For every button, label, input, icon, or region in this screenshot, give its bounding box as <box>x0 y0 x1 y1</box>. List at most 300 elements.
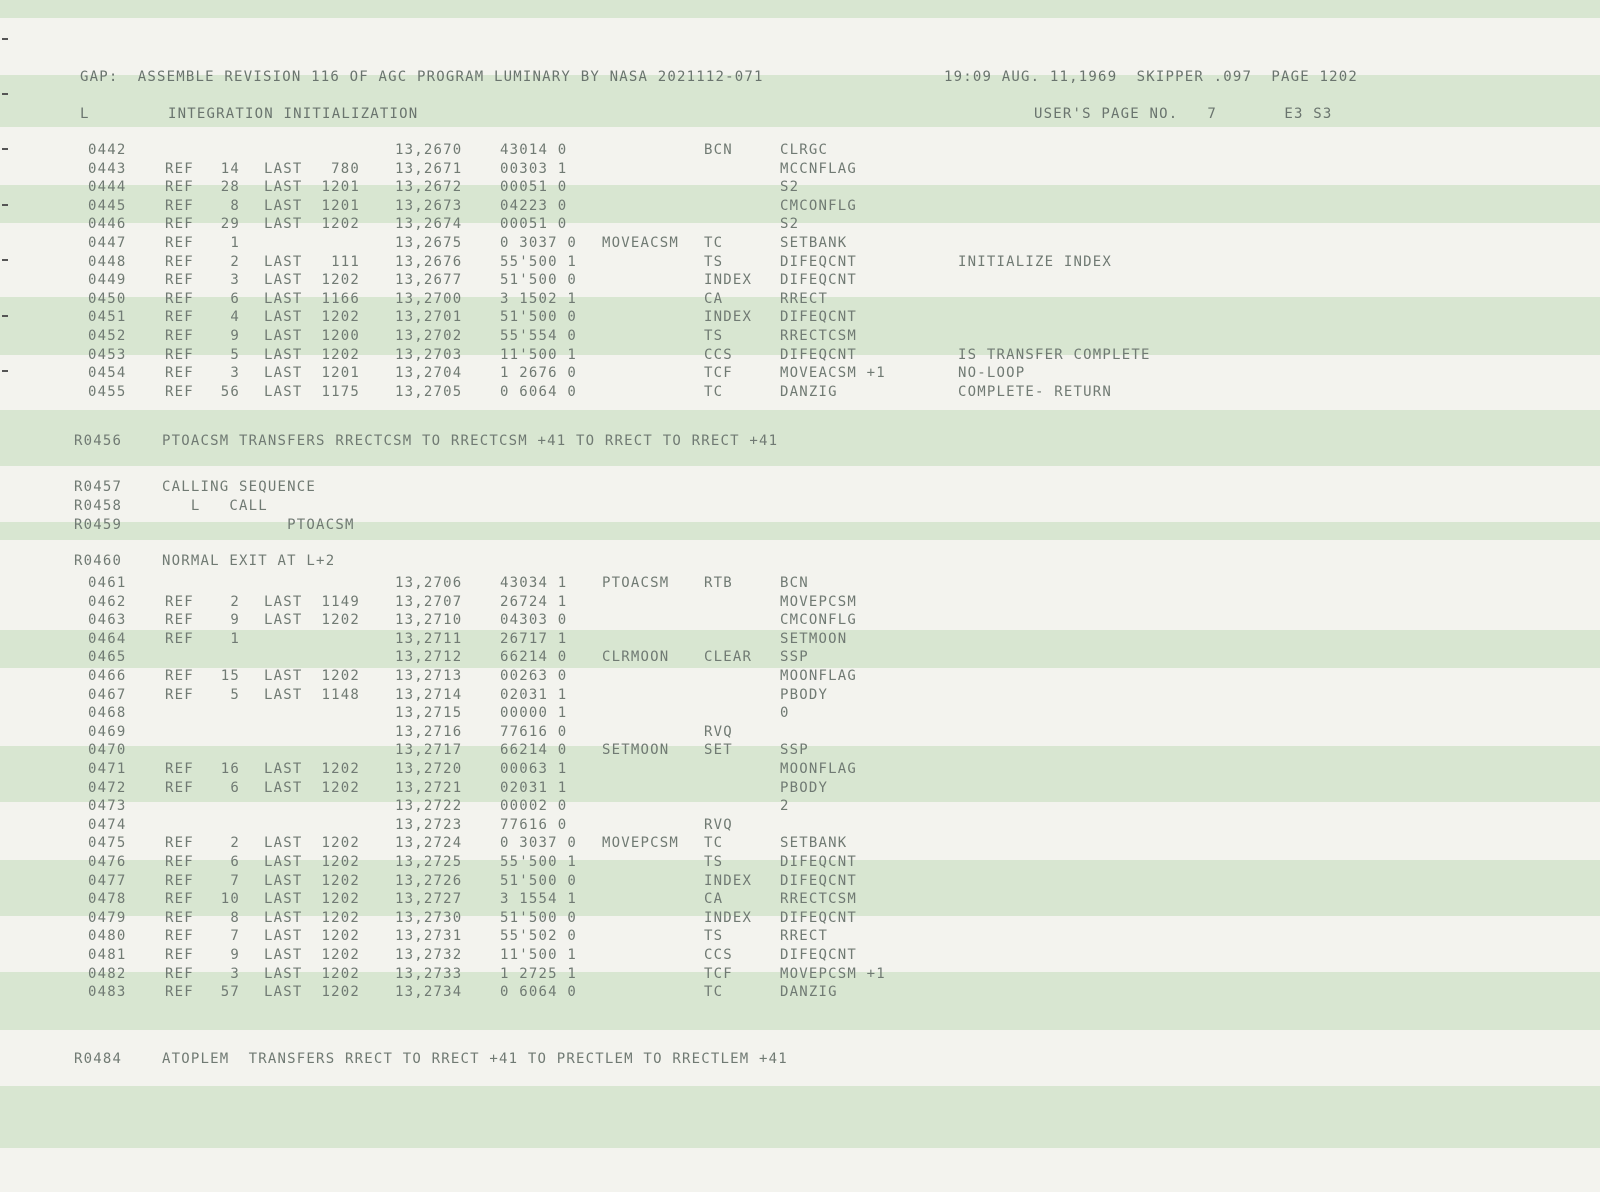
ref-keyword: REF <box>165 328 194 344</box>
address: 13,2713 <box>395 668 463 684</box>
ref-keyword: REF <box>165 365 194 382</box>
ref-count: 6 <box>230 779 240 796</box>
remark-line-number: R0458 <box>74 498 123 514</box>
octal-word: 51'500 0 <box>500 272 578 289</box>
ref-count: 2 <box>230 593 240 610</box>
opcode: CLEAR <box>704 649 753 666</box>
remark-text: PTOACSM TRANSFERS RRECTCSM TO RRECTCSM +41 TO RRECT TO RRECT +41 <box>162 433 779 449</box>
header-section-title: INTEGRATION INITIALIZATION <box>168 106 419 122</box>
remark-text: L CALL <box>162 498 268 514</box>
line-number: 0465 <box>88 649 127 666</box>
octal-word: 02031 1 <box>500 686 568 703</box>
octal-word: 55'500 1 <box>500 253 578 270</box>
opcode: TC <box>704 984 724 1001</box>
last-page: 1202 <box>321 947 360 963</box>
octal-word: 55'500 1 <box>500 854 578 870</box>
octal-word: 26717 1 <box>500 630 568 647</box>
feed-mark <box>2 204 8 206</box>
ref-keyword: REF <box>165 891 194 908</box>
ref-keyword: REF <box>165 947 194 963</box>
address: 13,2717 <box>395 742 463 759</box>
last-page: 1202 <box>321 854 360 870</box>
last-keyword: LAST <box>264 891 303 908</box>
address: 13,2727 <box>395 891 463 908</box>
ref-count: 1 <box>230 235 240 251</box>
remark-line-number: R0459 <box>74 517 123 533</box>
last-keyword: LAST <box>264 984 303 1001</box>
last-page: 1202 <box>321 216 360 233</box>
octal-word: 3 1554 1 <box>500 891 578 908</box>
octal-word: 00000 1 <box>500 705 568 722</box>
operand: MOVEPCSM +1 <box>780 965 886 982</box>
octal-word: 55'502 0 <box>500 928 578 945</box>
remark-line-number: R0457 <box>74 479 123 495</box>
address: 13,2714 <box>395 686 463 703</box>
last-page: 1202 <box>321 309 360 326</box>
operand: DIFEQCNT <box>780 854 858 870</box>
ref-keyword: REF <box>165 290 194 307</box>
address: 13,2733 <box>395 965 463 982</box>
last-keyword: LAST <box>264 909 303 926</box>
green-bar <box>0 0 1600 18</box>
last-page: 1201 <box>321 179 360 196</box>
operand: DIFEQCNT <box>780 872 858 889</box>
operand: DIFEQCNT <box>780 272 858 289</box>
last-page: 780 <box>331 160 360 177</box>
octal-word: 04223 0 <box>500 197 568 214</box>
line-number: 0443 <box>88 160 127 177</box>
header-timestamp: 19:09 AUG. 11,1969 SKIPPER .097 PAGE 1202 <box>944 69 1359 85</box>
ref-keyword: REF <box>165 383 194 400</box>
address: 13,2700 <box>395 290 463 307</box>
last-page: 1201 <box>321 197 360 214</box>
opcode: TCF <box>704 365 733 382</box>
last-keyword: LAST <box>264 272 303 289</box>
last-keyword: LAST <box>264 872 303 889</box>
opcode: TS <box>704 854 724 870</box>
line-number: 0452 <box>88 328 127 344</box>
operand: DIFEQCNT <box>780 346 858 363</box>
octal-word: 1 2725 1 <box>500 965 578 982</box>
ref-keyword: REF <box>165 272 194 289</box>
opcode: TC <box>704 235 724 251</box>
line-number: 0444 <box>88 179 127 196</box>
line-number: 0473 <box>88 798 127 815</box>
last-keyword: LAST <box>264 160 303 177</box>
operand: DIFEQCNT <box>780 947 858 963</box>
remark-line-number: R0460 <box>74 553 123 569</box>
ref-keyword: REF <box>165 965 194 982</box>
operand: PBODY <box>780 686 829 703</box>
ref-count: 1 <box>230 630 240 647</box>
operand: DIFEQCNT <box>780 909 858 926</box>
last-page: 1202 <box>321 965 360 982</box>
octal-word: 77616 0 <box>500 723 568 740</box>
operand: MOONFLAG <box>780 761 858 777</box>
ref-keyword: REF <box>165 593 194 610</box>
line-number: 0481 <box>88 947 127 963</box>
line-number: 0447 <box>88 235 127 251</box>
remark-text: NORMAL EXIT AT L+2 <box>162 553 336 569</box>
line-number: 0451 <box>88 309 127 326</box>
last-page: 1202 <box>321 909 360 926</box>
operand: RRECT <box>780 928 829 945</box>
ref-keyword: REF <box>165 761 194 777</box>
operand: SETMOON <box>780 630 848 647</box>
ref-keyword: REF <box>165 309 194 326</box>
last-page: 1202 <box>321 761 360 777</box>
octal-word: 77616 0 <box>500 816 568 833</box>
line-number: 0454 <box>88 365 127 382</box>
ref-keyword: REF <box>165 779 194 796</box>
ref-count: 5 <box>230 346 240 363</box>
opcode: INDEX <box>704 872 753 889</box>
octal-word: 0 6064 0 <box>500 383 578 400</box>
operand: 0 <box>780 705 790 722</box>
opcode: TS <box>704 328 724 344</box>
octal-word: 43014 0 <box>500 142 568 158</box>
operand: 2 <box>780 798 790 815</box>
ref-count: 3 <box>230 365 240 382</box>
last-keyword: LAST <box>264 593 303 610</box>
ref-count: 9 <box>230 947 240 963</box>
last-keyword: LAST <box>264 612 303 629</box>
ref-count: 5 <box>230 686 240 703</box>
ref-keyword: REF <box>165 179 194 196</box>
address: 13,2701 <box>395 309 463 326</box>
line-number: 0477 <box>88 872 127 889</box>
ref-keyword: REF <box>165 630 194 647</box>
last-keyword: LAST <box>264 216 303 233</box>
address: 13,2706 <box>395 575 463 591</box>
line-number: 0476 <box>88 854 127 870</box>
octal-word: 00002 0 <box>500 798 568 815</box>
ref-count: 16 <box>220 761 240 777</box>
feed-mark <box>2 259 8 261</box>
address: 13,2734 <box>395 984 463 1001</box>
octal-word: 43034 1 <box>500 575 568 591</box>
header-line-2 <box>80 105 1333 124</box>
octal-word: 00063 1 <box>500 761 568 777</box>
address: 13,2670 <box>395 142 463 158</box>
last-keyword: LAST <box>264 346 303 363</box>
last-page: 1202 <box>321 928 360 945</box>
comment: INITIALIZE INDEX <box>958 253 1113 270</box>
ref-count: 10 <box>220 891 240 908</box>
opcode: CCS <box>704 346 733 363</box>
line-number: 0479 <box>88 909 127 926</box>
address: 13,2702 <box>395 328 463 344</box>
operand: RRECTCSM <box>780 891 858 908</box>
operand: RRECTCSM <box>780 328 858 344</box>
ref-count: 29 <box>220 216 240 233</box>
octal-word: 00303 1 <box>500 160 568 177</box>
line-number: 0472 <box>88 779 127 796</box>
operand: S2 <box>780 216 800 233</box>
last-page: 1202 <box>321 272 360 289</box>
ref-keyword: REF <box>165 197 194 214</box>
ref-count: 7 <box>230 872 240 889</box>
ref-keyword: REF <box>165 346 194 363</box>
ref-count: 2 <box>230 835 240 852</box>
feed-mark <box>2 315 8 317</box>
octal-word: 11'500 1 <box>500 346 578 363</box>
last-keyword: LAST <box>264 947 303 963</box>
line-number: 0474 <box>88 816 127 833</box>
address: 13,2675 <box>395 235 463 251</box>
ref-keyword: REF <box>165 253 194 270</box>
octal-word: 0 6064 0 <box>500 984 578 1001</box>
opcode: CA <box>704 290 724 307</box>
operand: CMCONFLG <box>780 197 858 214</box>
address: 13,2715 <box>395 705 463 722</box>
last-keyword: LAST <box>264 290 303 307</box>
green-bar <box>0 1086 1600 1148</box>
ref-keyword: REF <box>165 216 194 233</box>
address: 13,2720 <box>395 761 463 777</box>
address: 13,2712 <box>395 649 463 666</box>
line-number: 0471 <box>88 761 127 777</box>
feed-mark <box>2 38 8 40</box>
operand: DIFEQCNT <box>780 253 858 270</box>
comment: IS TRANSFER COMPLETE <box>958 346 1151 363</box>
operand: CMCONFLG <box>780 612 858 629</box>
last-page: 1200 <box>321 328 360 344</box>
operand: SSP <box>780 649 809 666</box>
symbol-label: MOVEACSM <box>602 235 680 251</box>
opcode: TC <box>704 835 724 852</box>
address: 13,2723 <box>395 816 463 833</box>
line-number: 0467 <box>88 686 127 703</box>
line-number: 0469 <box>88 723 127 740</box>
line-number: 0464 <box>88 630 127 647</box>
octal-word: 55'554 0 <box>500 328 578 344</box>
last-keyword: LAST <box>264 365 303 382</box>
address: 13,2703 <box>395 346 463 363</box>
address: 13,2721 <box>395 779 463 796</box>
ref-count: 4 <box>230 309 240 326</box>
ref-keyword: REF <box>165 668 194 684</box>
header-log-section: L <box>80 106 90 122</box>
ref-count: 14 <box>220 160 240 177</box>
opcode: TC <box>704 383 724 400</box>
ref-keyword: REF <box>165 686 194 703</box>
line-number: 0449 <box>88 272 127 289</box>
address: 13,2677 <box>395 272 463 289</box>
address: 13,2716 <box>395 723 463 740</box>
feed-mark <box>2 148 8 150</box>
last-page: 1148 <box>321 686 360 703</box>
line-number: 0468 <box>88 705 127 722</box>
line-number: 0483 <box>88 984 127 1001</box>
feed-mark <box>2 370 8 372</box>
ref-count: 3 <box>230 272 240 289</box>
address: 13,2725 <box>395 854 463 870</box>
line-number: 0442 <box>88 142 127 158</box>
line-number: 0462 <box>88 593 127 610</box>
last-keyword: LAST <box>264 179 303 196</box>
symbol-label: PTOACSM <box>602 575 670 591</box>
line-number: 0466 <box>88 668 127 684</box>
line-number: 0455 <box>88 383 127 400</box>
line-number: 0445 <box>88 197 127 214</box>
octal-word: 04303 0 <box>500 612 568 629</box>
octal-word: 66214 0 <box>500 742 568 759</box>
address: 13,2674 <box>395 216 463 233</box>
line-number: 0448 <box>88 253 127 270</box>
octal-word: 0 3037 0 <box>500 835 578 852</box>
ref-count: 7 <box>230 928 240 945</box>
line-number: 0470 <box>88 742 127 759</box>
octal-word: 0 3037 0 <box>500 235 578 251</box>
line-number: 0475 <box>88 835 127 852</box>
ref-count: 56 <box>220 383 240 400</box>
ref-count: 2 <box>230 253 240 270</box>
comment: NO-LOOP <box>958 365 1026 382</box>
operand: BCN <box>780 575 809 591</box>
operand: SSP <box>780 742 809 759</box>
last-page: 1202 <box>321 346 360 363</box>
last-keyword: LAST <box>264 328 303 344</box>
octal-word: 1 2676 0 <box>500 365 578 382</box>
last-page: 1202 <box>321 984 360 1001</box>
last-keyword: LAST <box>264 835 303 852</box>
operand: RRECT <box>780 290 829 307</box>
address: 13,2710 <box>395 612 463 629</box>
operand: CLRGC <box>780 142 829 158</box>
address: 13,2722 <box>395 798 463 815</box>
address: 13,2731 <box>395 928 463 945</box>
address: 13,2676 <box>395 253 463 270</box>
last-keyword: LAST <box>264 668 303 684</box>
opcode: CCS <box>704 947 733 963</box>
comment: COMPLETE- RETURN <box>958 383 1113 400</box>
ref-count: 15 <box>220 668 240 684</box>
last-page: 1202 <box>321 891 360 908</box>
octal-word: 26724 1 <box>500 593 568 610</box>
line-number: 0446 <box>88 216 127 233</box>
opcode: TS <box>704 928 724 945</box>
ref-keyword: REF <box>165 160 194 177</box>
opcode: CA <box>704 891 724 908</box>
line-number: 0461 <box>88 575 127 591</box>
address: 13,2724 <box>395 835 463 852</box>
last-keyword: LAST <box>264 309 303 326</box>
line-number: 0482 <box>88 965 127 982</box>
line-number: 0450 <box>88 290 127 307</box>
opcode: TS <box>704 253 724 270</box>
opcode: RTB <box>704 575 733 591</box>
opcode: INDEX <box>704 909 753 926</box>
ref-keyword: REF <box>165 235 194 251</box>
octal-word: 00263 0 <box>500 668 568 684</box>
octal-word: 51'500 0 <box>500 909 578 926</box>
octal-word: 51'500 0 <box>500 872 578 889</box>
last-page: 1202 <box>321 835 360 852</box>
ref-keyword: REF <box>165 928 194 945</box>
address: 13,2705 <box>395 383 463 400</box>
opcode: TCF <box>704 965 733 982</box>
octal-word: 3 1502 1 <box>500 290 578 307</box>
operand: PBODY <box>780 779 829 796</box>
opcode: SET <box>704 742 733 759</box>
last-keyword: LAST <box>264 383 303 400</box>
last-page: 1202 <box>321 612 360 629</box>
address: 13,2730 <box>395 909 463 926</box>
last-page: 1149 <box>321 593 360 610</box>
last-page: 1175 <box>321 383 360 400</box>
octal-word: 51'500 0 <box>500 309 578 326</box>
line-number: 0453 <box>88 346 127 363</box>
last-keyword: LAST <box>264 253 303 270</box>
octal-word: 00051 0 <box>500 179 568 196</box>
last-keyword: LAST <box>264 779 303 796</box>
ref-count: 9 <box>230 328 240 344</box>
operand: DIFEQCNT <box>780 309 858 326</box>
octal-word: 66214 0 <box>500 649 568 666</box>
last-page: 1201 <box>321 365 360 382</box>
opcode: INDEX <box>704 272 753 289</box>
symbol-label: CLRMOON <box>602 649 670 666</box>
last-keyword: LAST <box>264 761 303 777</box>
operand: MOVEACSM +1 <box>780 365 886 382</box>
last-page: 1202 <box>321 668 360 684</box>
operand: MCCNFLAG <box>780 160 858 177</box>
header-user-page: USER'S PAGE NO. 7 E3 S3 <box>1034 106 1333 122</box>
octal-word: 11'500 1 <box>500 947 578 963</box>
octal-word: 00051 0 <box>500 216 568 233</box>
feed-mark <box>2 93 8 95</box>
ref-count: 28 <box>220 179 240 196</box>
operand: S2 <box>780 179 800 196</box>
operand: SETBANK <box>780 835 848 852</box>
ref-keyword: REF <box>165 854 194 870</box>
opcode: INDEX <box>704 309 753 326</box>
last-keyword: LAST <box>264 965 303 982</box>
ref-count: 8 <box>230 909 240 926</box>
ref-count: 6 <box>230 290 240 307</box>
last-keyword: LAST <box>264 197 303 214</box>
octal-word: 02031 1 <box>500 779 568 796</box>
address: 13,2671 <box>395 160 463 177</box>
address: 13,2726 <box>395 872 463 889</box>
ref-count: 57 <box>220 984 240 1001</box>
opcode: RVQ <box>704 816 733 833</box>
last-page: 111 <box>331 253 360 270</box>
ref-keyword: REF <box>165 612 194 629</box>
address: 13,2711 <box>395 630 463 647</box>
remark-text: ATOPLEM TRANSFERS RRECT TO RRECT +41 TO PRECTLEM TO RRECTLEM +41 <box>162 1051 788 1067</box>
address: 13,2732 <box>395 947 463 963</box>
operand: MOVEPCSM <box>780 593 858 610</box>
address: 13,2707 <box>395 593 463 610</box>
operand: DANZIG <box>780 984 838 1001</box>
last-keyword: LAST <box>264 928 303 945</box>
last-page: 1202 <box>321 872 360 889</box>
last-keyword: LAST <box>264 686 303 703</box>
last-keyword: LAST <box>264 854 303 870</box>
ref-keyword: REF <box>165 835 194 852</box>
header-program-title: GAP: ASSEMBLE REVISION 116 OF AGC PROGRAM LUMINARY BY NASA 2021112-071 <box>80 69 764 85</box>
last-page: 1166 <box>321 290 360 307</box>
remark-line-number: R0484 <box>74 1051 123 1067</box>
ref-keyword: REF <box>165 872 194 889</box>
address: 13,2673 <box>395 197 463 214</box>
operand: MOONFLAG <box>780 668 858 684</box>
remark-line-number: R0456 <box>74 433 123 449</box>
operand: SETBANK <box>780 235 848 251</box>
operand: DANZIG <box>780 383 838 400</box>
